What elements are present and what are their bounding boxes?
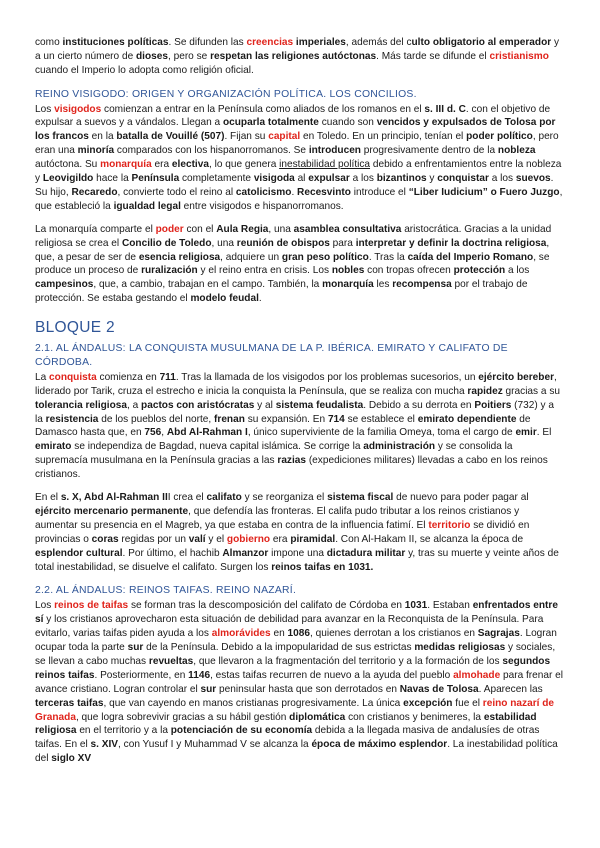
text-run: en el territorio y a la <box>76 725 171 737</box>
text-run: para <box>329 237 356 249</box>
text-run: , que defendía las fronteras. El califa pudo tributar a los reinos cristianos y aumentar su presencia en el Magreb, ya que estaba en contra de la influencia fatimí. El <box>35 505 520 531</box>
text-run: les <box>373 279 393 291</box>
text-run: , quienes derrotan a los cristianos en <box>309 628 478 640</box>
text-run: y el <box>205 533 227 545</box>
bold-term: igualdad legal <box>113 200 181 212</box>
bold-term: reinos taifas en 1031. <box>271 561 374 573</box>
text-run: y los cristianos aprovecharon esta situación de debilidad para avanzar en la Reconquista de la Península. Para evitarlo, varias taifas piden ayuda a los <box>35 614 544 640</box>
text-run: , que van cayendo en manos cristianas progresivamente. La única <box>103 697 404 709</box>
paragraph-visigodos-origin <box>35 103 564 214</box>
text-run: . Con Al-Hakam II, se alcanza la época de <box>335 533 524 545</box>
bold-term: potenciación de su economía <box>170 725 313 737</box>
highlight-term: gobierno <box>226 533 271 545</box>
text-run: se establece el <box>344 413 418 425</box>
bold-term: enfrentados entre sí <box>35 600 558 626</box>
text-run: . Logran ocupar toda la parte <box>35 628 557 653</box>
bold-term: Península <box>131 173 180 185</box>
bold-term: s. XIV <box>90 739 119 751</box>
text-run: era <box>151 159 172 171</box>
text-run: en Toledo. En un principio, tenían el <box>300 131 467 143</box>
bold-term: frenan <box>214 413 245 425</box>
text-run: y, tras su muerte y veinte años de total inestabilidad, se disuelve el califato. Surgen los <box>35 547 559 573</box>
text-run: hace la <box>93 173 132 185</box>
bold-term: bizantinos <box>376 173 427 185</box>
bold-term: ruralización <box>141 265 198 277</box>
text-run: con el <box>183 223 217 235</box>
bold-term: rapidez <box>467 385 503 397</box>
text-run: y al <box>254 399 276 411</box>
bold-term: Recesvinto <box>297 186 351 198</box>
bold-term: Recaredo <box>71 186 118 198</box>
bold-term: esplendor cultural <box>35 547 123 559</box>
text-run: . El <box>536 427 552 439</box>
bold-term: razias <box>277 455 307 467</box>
highlight-term: territorio <box>428 519 471 531</box>
highlight-term: reino nazarí de Granada <box>35 697 555 723</box>
text-run: debido a enfrentamientos entre la nobleza y <box>35 159 562 185</box>
bold-term: minoría <box>77 145 115 157</box>
text-run: de Damasco hasta que, en <box>35 413 531 439</box>
text-run: comparados con los hispanorromanos. Se <box>114 145 309 157</box>
text-run: autóctona. Su <box>35 159 101 171</box>
text-run: En el <box>35 492 61 504</box>
text-run: , con Yusuf I y Muhammad V se alcanza la <box>118 739 312 751</box>
bold-term: Almanzor <box>222 547 269 559</box>
bold-term: ulto obligatorio al emperador <box>411 37 552 48</box>
text-run: . <box>291 186 298 198</box>
text-run: , pero eran una <box>35 131 559 157</box>
section-heading-conquista: 2.1. AL ÁNDALUS: LA CONQUISTA MUSULMANA DE LA P. IBÉRICA. EMIRATO Y CALIFATO DE CÓRDOBA. <box>35 343 508 368</box>
bold-term: siglo XV <box>51 753 92 765</box>
bold-term: reunión de obispos <box>236 237 330 249</box>
highlight-term: visigodos <box>54 103 102 115</box>
bold-term: monarquía <box>322 279 374 291</box>
text-run: , que, a pesar de ser de <box>35 237 550 263</box>
bold-term: sur <box>127 642 144 653</box>
text-run: La <box>35 371 50 383</box>
bold-term: modelo feudal <box>190 293 259 305</box>
text-run: Los <box>35 103 55 115</box>
text-run: , único superviviente de la familia Omeya, toma el cargo de <box>247 427 516 439</box>
text-run: . Su hijo, <box>35 173 554 198</box>
paragraph-visigodos-politics <box>35 223 564 306</box>
bold-term: emirato dependiente <box>417 413 517 425</box>
highlight-term: almorávides <box>211 628 271 640</box>
text-run: , pero se <box>167 50 211 62</box>
highlight-term: capital <box>268 131 301 143</box>
text-run: . <box>258 293 262 305</box>
bold-term: medidas religiosas <box>414 642 506 653</box>
bold-term: s. III d. C <box>424 103 466 115</box>
bold-term: “Liber Iudicium” o Fuero Juzgo <box>408 186 560 198</box>
bold-term: 1086 <box>287 628 310 640</box>
text-run: entre visigodos e hispanorromanos. <box>180 200 344 212</box>
bold-term: catolicismo <box>235 186 292 198</box>
bold-term: segundos reinos taifas <box>35 655 551 681</box>
bold-term: ejército mercenario permanente <box>35 505 189 517</box>
bold-term: poder político <box>466 131 533 143</box>
text-run: completamente <box>179 173 254 185</box>
bold-term: recompensa <box>392 279 452 291</box>
text-run: . con el objetivo de expulsar a suevos y a vándalos. Llegan a <box>35 103 551 129</box>
text-run: progresivamente dentro de la <box>360 145 498 157</box>
text-run: impone una <box>268 547 327 559</box>
text-run: . Se difunden las <box>168 37 247 48</box>
bold-term: asamblea consultativa <box>293 223 402 235</box>
text-run: se independiza de Bagdad, nueva capital islámica. Se corrige la <box>71 441 364 453</box>
bold-term: ocuparla totalmente <box>222 117 319 129</box>
text-run: , que estableció la <box>35 186 563 212</box>
text-run: , adquiere un <box>220 251 282 263</box>
bold-term: interpretar y definir la doctrina religiosa <box>355 237 547 249</box>
bold-term: tolerancia religiosa <box>35 399 128 411</box>
highlight-term: almohade <box>453 669 501 681</box>
text-run: , liderado por Tarik, cruza el estrecho e inicia la conquista la Península, que se realiza con mucha <box>35 371 557 397</box>
text-run: al <box>294 173 309 185</box>
text-run: . Estaban <box>427 600 473 612</box>
bold-term: sistema feudalista <box>275 399 364 411</box>
bold-term: califato <box>206 492 242 504</box>
bold-term: 756 <box>144 427 162 439</box>
bold-term: Abd Al-Rahman I <box>166 427 248 439</box>
text-run: y se consolida la supremacía musulmana en la Península gracias a las <box>35 441 513 467</box>
bold-term: época de máximo esplendor <box>311 739 448 751</box>
paragraph-califato <box>35 491 564 574</box>
text-run: , que logra sobrevivir gracias a su hábil gestión <box>75 711 290 723</box>
text-run: . Debido a su derrota en <box>363 399 475 411</box>
bold-term: diplomática <box>289 711 346 723</box>
text-run: con cristianos y benimeres, la <box>345 711 484 723</box>
text-run: peninsular hasta que son derrotados en <box>216 683 400 695</box>
text-run: . Aparecen las <box>478 683 543 695</box>
text-run: regidas por un <box>118 533 189 545</box>
text-run: . Posteriormente, en <box>94 669 189 681</box>
bold-term: 1146 <box>188 669 211 681</box>
text-run: se forman tras la descomposición del califato de Córdoba en <box>128 600 405 612</box>
text-run: cuando el Imperio lo adopta como religión oficial. <box>35 64 254 76</box>
highlight-term: conquista <box>49 371 97 383</box>
text-run: , una <box>268 223 294 235</box>
section-heading-visigodo: REINO VISIGODO: ORIGEN Y ORGANIZACIÓN POLÍTICA. LOS CONCILIOS. <box>35 88 417 100</box>
text-run: Los <box>35 600 55 612</box>
bold-term: sur <box>200 683 217 695</box>
bold-term: valí <box>188 533 206 545</box>
bold-term: terceras taifas <box>35 697 104 709</box>
bold-term: revueltas <box>148 655 194 667</box>
bold-term: introducen <box>308 145 361 157</box>
text-run: fue el <box>452 697 483 709</box>
bold-term: protección <box>453 265 506 277</box>
text-run: comienzan a entrar en la Península como aliados de los romanos en el <box>101 103 425 115</box>
text-run: , que llevaron a la fragmentación del territorio y a la formación de los <box>193 655 503 667</box>
text-run: comienza en <box>96 371 160 383</box>
highlight-term: reinos de taifas <box>54 600 129 612</box>
text-run: gracias a su <box>502 385 560 397</box>
text-run: , estas taifas recurren de nuevo a la ayuda del pueblo <box>210 669 454 681</box>
bold-term: conquistar <box>437 173 489 185</box>
text-run: y se reorganiza el <box>241 492 328 504</box>
text-run: su expansión. En <box>244 413 328 425</box>
highlight-term: cristianismo <box>489 50 549 62</box>
bold-term: pactos con aristócratas <box>141 399 255 411</box>
text-run: con tropas ofrecen <box>364 265 454 277</box>
bold-term: electiva <box>171 159 209 171</box>
bold-term: gran peso político <box>281 251 369 263</box>
bold-term: coras <box>91 533 119 545</box>
text-run: y sociales, se llevan a cabo muchas <box>35 642 556 667</box>
bold-term: instituciones políticas <box>62 37 169 48</box>
text-run: de nuevo para poder pagar al <box>393 492 529 504</box>
text-run: , convierte todo el reino al <box>117 186 236 198</box>
text-run: de los pueblos del norte, <box>98 413 215 425</box>
text-run: . Más tarde se difunde el <box>376 50 490 62</box>
text-run: a los <box>349 173 377 185</box>
section-heading-taifas: 2.2. AL ÁNDALUS: REINOS TAIFAS. REINO NAZARÍ. <box>35 585 297 597</box>
text-run: de la Península. Debido a la impopularidad de sus estrictas <box>143 642 415 653</box>
text-run: y el reino entra en crisis. Los <box>197 265 332 277</box>
text-run: a los <box>505 265 530 277</box>
bold-term: Concilio de Toledo <box>121 237 212 249</box>
bold-term: campesinos <box>35 279 94 291</box>
bold-term: Poitiers <box>474 399 512 411</box>
bold-term: Sagrajas <box>477 628 520 640</box>
bold-term: visigoda <box>253 173 295 185</box>
text-run: . Por último, el hachib <box>122 547 223 559</box>
bold-term: emirato <box>35 441 72 453</box>
bold-term: expulsar <box>308 173 350 185</box>
text-run: introduce el <box>350 186 409 198</box>
bold-term: excepción <box>403 697 453 709</box>
bold-term: vencidos y expulsados de Tolosa por los francos <box>35 117 556 143</box>
text-run: I crea el <box>167 492 207 504</box>
text-run: para frenar el avance cristiano. Logran controlar el <box>35 669 564 695</box>
bold-term: esencia religiosa <box>138 251 221 263</box>
text-run: , <box>161 427 167 439</box>
text-run: a los <box>488 173 516 185</box>
paragraph-taifas-nazari <box>35 599 564 766</box>
bold-term: Aula Regia <box>216 223 269 235</box>
text-run: , que, a cambio, trabajan en el campo. También, la <box>93 279 323 291</box>
text-run: era <box>270 533 291 545</box>
bold-term: nobles <box>331 265 365 277</box>
bold-term: dioses <box>136 50 168 62</box>
bold-term: piramidal <box>290 533 336 545</box>
text-run: como <box>35 37 63 48</box>
text-run: . Fijan su <box>224 131 269 143</box>
text-run: por el trabajo de protección. Se estaba gestando el <box>35 279 528 305</box>
text-run: y a un cierto número de <box>35 37 560 62</box>
text-run: (732) y a la <box>35 399 555 425</box>
bold-term: administración <box>363 441 436 453</box>
text-run: se dividió en provincias o <box>35 519 530 545</box>
bold-term: Leovigildo <box>42 173 94 185</box>
paragraph-romanization-end <box>35 36 564 78</box>
bloque-heading: BLOQUE 2 <box>35 319 115 337</box>
text-run: . Tras la <box>368 251 408 263</box>
text-run: , se produce un proceso de <box>35 251 550 277</box>
highlight-term: creencias <box>246 37 294 48</box>
text-run: y <box>426 173 438 185</box>
bold-term: 714 <box>327 413 345 425</box>
bold-term: dictadura militar <box>326 547 406 559</box>
highlight-term: monarquía <box>100 159 152 171</box>
highlight-term: poder <box>155 223 184 235</box>
text-run: . Tras la llamada de los visigodos por los problemas sucesorios, un <box>175 371 479 383</box>
bold-term: suevos <box>515 173 551 185</box>
text-run: en la <box>88 131 117 143</box>
bold-term: nobleza <box>497 145 536 157</box>
text-run: , una <box>211 237 237 249</box>
bold-term: Navas de Tolosa <box>399 683 479 695</box>
paragraph-conquista-emirato <box>35 371 564 482</box>
bold-term: estabilidad religiosa <box>35 711 537 737</box>
underlined-term: inestabilidad política <box>279 159 371 171</box>
text-run: , a <box>127 399 142 411</box>
text-run: cuando son <box>318 117 377 129</box>
text-run: . La inestabilidad política del <box>35 739 558 765</box>
bold-term: 1031 <box>404 600 428 612</box>
bold-term: sistema fiscal <box>327 492 394 504</box>
text-run: en <box>270 628 288 640</box>
text-run: debida a la llegada masiva de andalusíes de otras taifas. En el <box>35 725 540 751</box>
text-run: aristocrática. Gracias a la unidad religiosa se crea el <box>35 223 552 249</box>
bold-term: s. X, Abd Al-Rahman II <box>60 492 168 504</box>
bold-term: imperiales <box>295 37 346 48</box>
bold-term: 711 <box>159 371 176 383</box>
bold-term: respetan las religiones autóctonas <box>210 50 377 62</box>
bold-term: resistencia <box>45 413 99 425</box>
text-run: (expediciones militares) llevadas a cabo en los reinos cristianos. <box>35 455 548 481</box>
bold-term: caída del Imperio Romano <box>407 251 534 263</box>
bold-term: emir <box>515 427 537 439</box>
bold-term: ejército bereber <box>478 371 555 383</box>
text-run: , lo que genera <box>208 159 280 171</box>
bold-term: batalla de Vouillé (507) <box>116 131 225 143</box>
text-run: La monarquía comparte el <box>35 223 156 235</box>
text-run: , además del c <box>345 37 412 48</box>
